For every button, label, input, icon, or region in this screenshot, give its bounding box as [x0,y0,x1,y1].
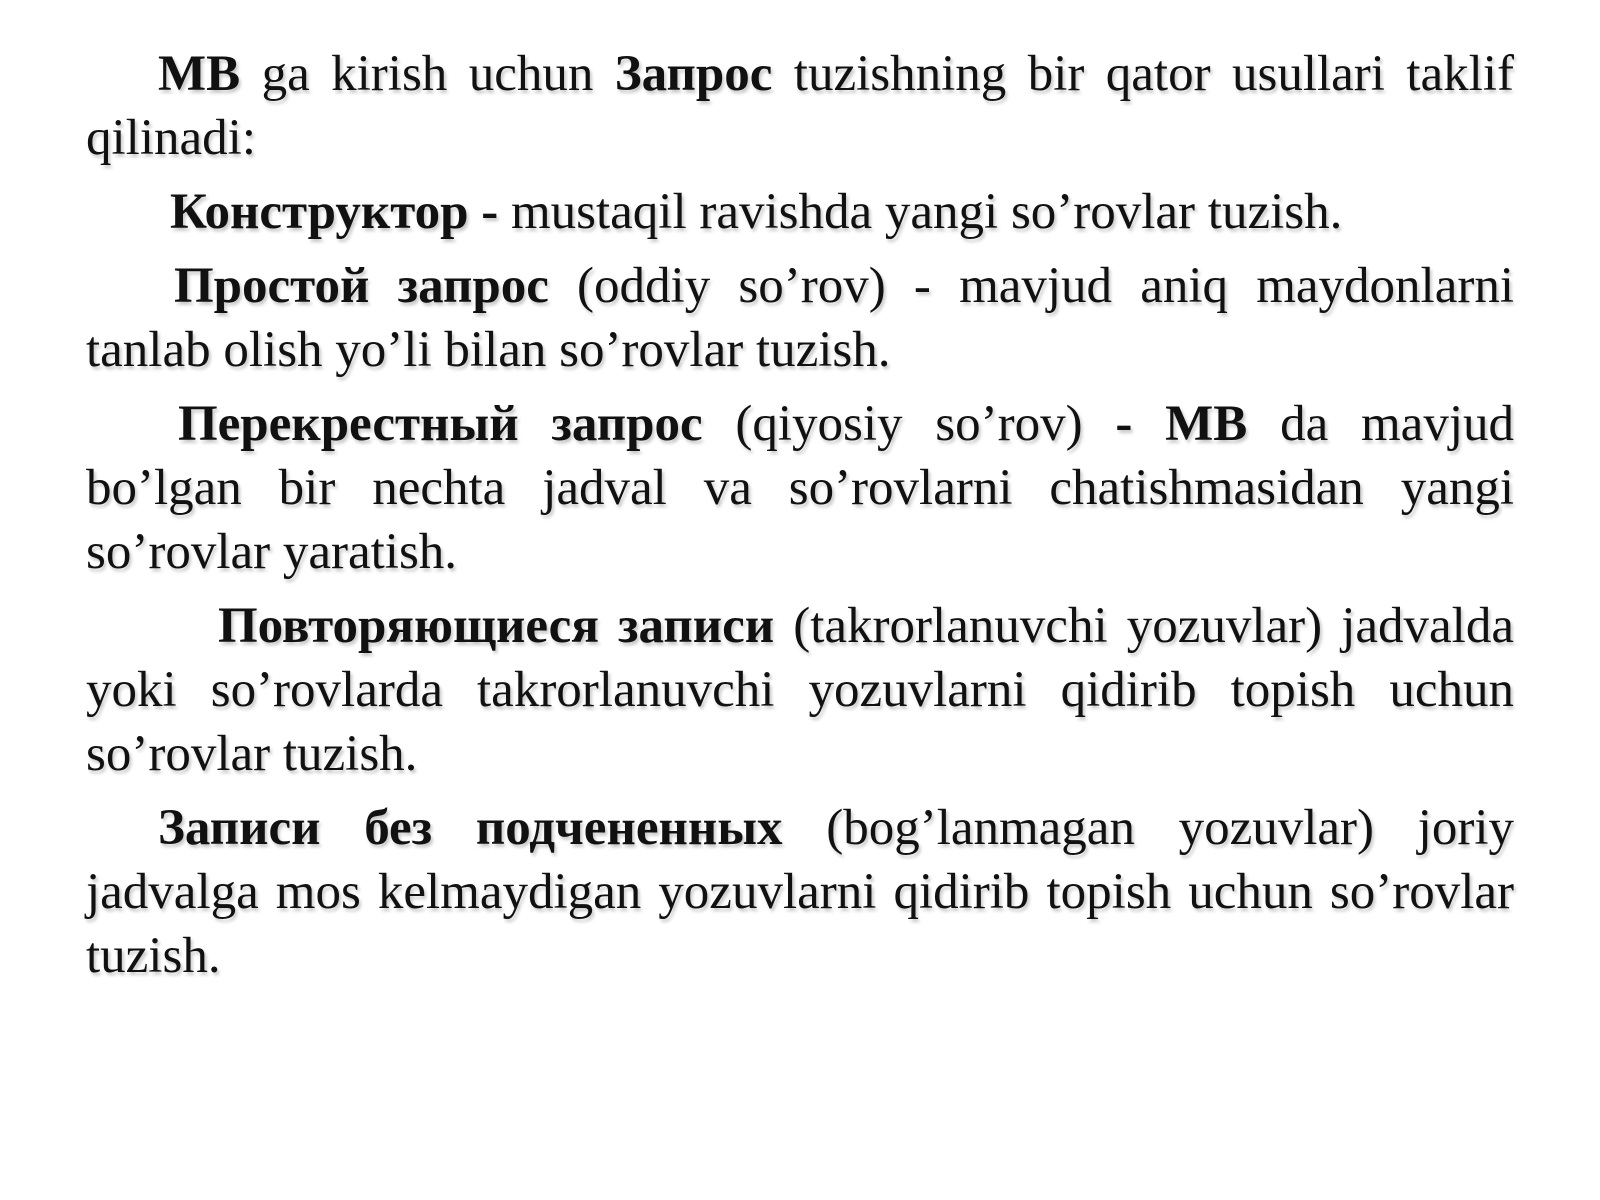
povtoryayushchiesya-description: (takrorlanuvchi yozuvlar) jadvalda yoki so’rovlarda takrorlanuvchi yozuvlarni qidirib topish uchun so’rovlar tuzish. [86,598,1514,782]
paragraph-perekrestny-zapros [86,392,1514,584]
prostoy-zapros-description: (oddiy so’rov) - mavjud aniq maydonlarni tanlab olish yo’li bilan so’rovlar tuzish. [86,258,1515,378]
intro-text-2: tuzishning bir qator usullari taklif qilinadi: [86,46,1514,166]
term-zapisi-bez-podchinennyh: Записи без подчененных [158,800,783,856]
paragraph-povtoryayushchiesya [86,594,1514,786]
term-konstruktor: Конструктор - [170,184,499,240]
paragraph-konstruktor [86,180,1514,244]
term-perekrestny-zapros: Перекрестный запрос [178,396,703,452]
slide-body [86,42,1514,998]
paragraph-intro [86,42,1514,170]
zapisi-bez-podchinennyh-description: (bog’lanmagan yozuvlar) joriy jadvalga mos kelmaydigan yozuvlarni qidirib topish uchun so’rovlar tuzish. [86,800,1515,984]
perekrestny-description: da mavjud bo’lgan bir nechta jadval va so’rovlarni chatishmasidan yangi so’rovlar yaratish. [86,396,1514,580]
intro-text-1: ga kirish uchun [240,46,615,102]
perekrestny-gloss: (qiyosiy so’rov) [702,396,1116,452]
term-zapros: Запрос [614,46,773,102]
term-mb: MB [158,46,241,102]
paragraph-zapisi-bez-podchinennyh [86,796,1514,988]
term-prostoy-zapros: Простой запрос [174,258,549,314]
term-mb-2: - MB [1115,396,1248,452]
paragraph-prostoy-zapros [86,254,1514,382]
term-povtoryayushchiesya-zapisi: Повторяющиеся записи [218,598,775,654]
konstruktor-description: mustaqil ravishda yangi so’rovlar tuzish. [498,184,1343,240]
